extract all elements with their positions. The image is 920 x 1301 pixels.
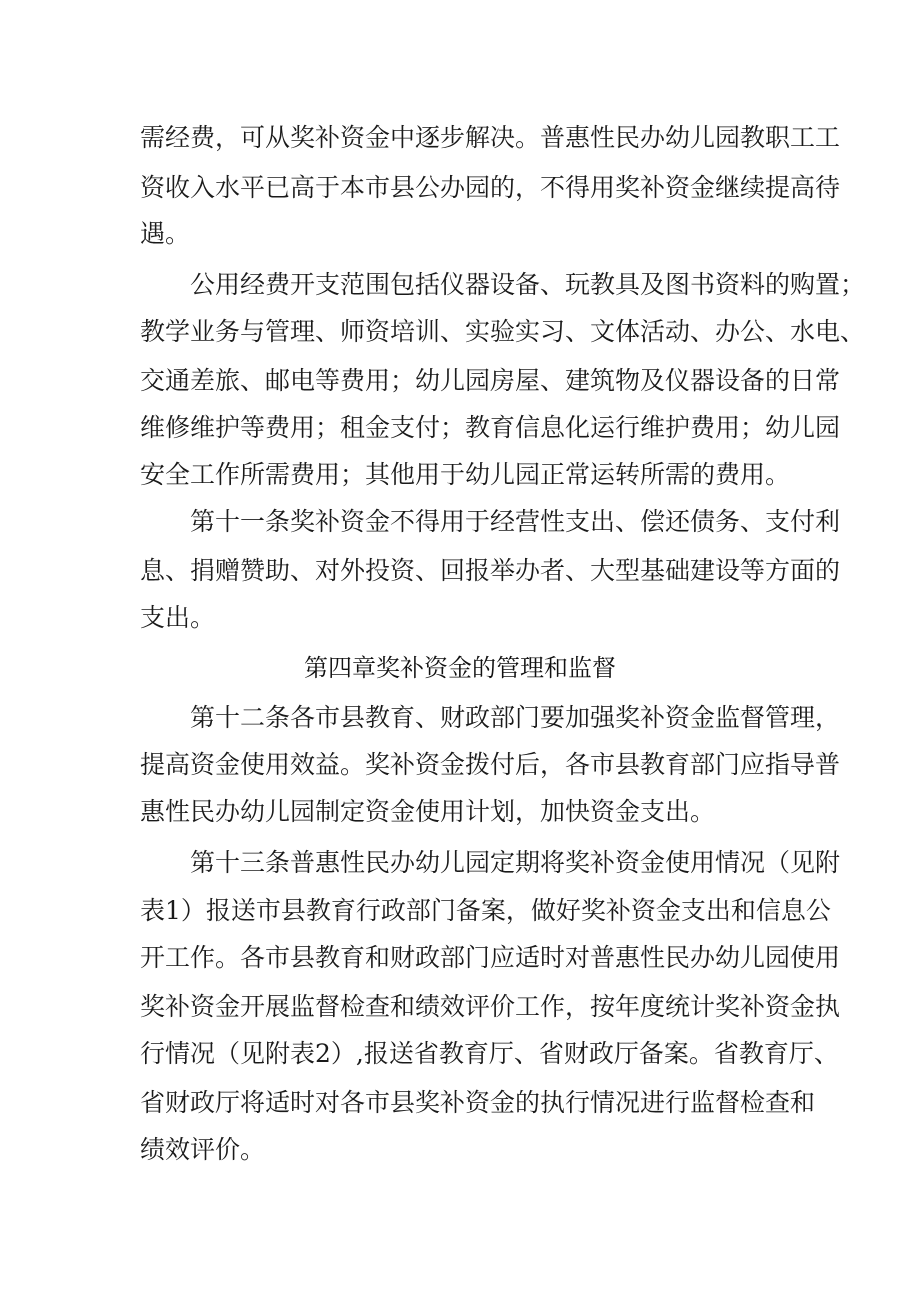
- paragraph-line: 息、捐赠赞助、对外投资、回报举办者、大型基础建设等方面的: [140, 556, 841, 585]
- paragraph-line: 惠性民办幼儿园制定资金使用计划，加快资金支出。: [140, 797, 716, 826]
- paragraph-line: 行情况（见附表2）,报送省教育厅、省财政厅备案。省教育厅、: [140, 1039, 839, 1068]
- paragraph-line: 支出。: [140, 603, 216, 632]
- paragraph-line: 需经费，可从奖补资金中逐步解决。普惠性民办幼儿园教职工工: [140, 123, 841, 152]
- paragraph-line: 奖补资金开展监督检查和绩效评价工作，按年度统计奖补资金执: [140, 992, 841, 1021]
- paragraph-line: 第十二条各市县教育、财政部门要加强奖补资金监督管理，: [190, 703, 841, 732]
- chapter-heading: 第四章奖补资金的管理和监督: [304, 654, 616, 682]
- paragraph-line: 提高资金使用效益。奖补资金拨付后，各市县教育部门应指导普: [140, 750, 841, 779]
- paragraph-line: 维修维护等费用；租金支付；教育信息化运行维护费用；幼儿园: [140, 413, 841, 442]
- paragraph-line: 资收入水平已高于本市县公办园的，不得用奖补资金继续提高待: [140, 173, 841, 202]
- paragraph-line: 表1）报送市县教育行政部门备案，做好奖补资金支出和信息公: [140, 896, 831, 925]
- paragraph-line: 绩效评价。: [140, 1135, 266, 1164]
- paragraph-line: 安全工作所需费用；其他用于幼儿园正常运转所需的费用。: [140, 460, 791, 489]
- paragraph-line: 公用经费开支范围包括仪器设备、玩教具及图书资料的购置；: [190, 270, 866, 299]
- paragraph-line: 省财政厅将适时对各市县奖补资金的执行情况进行监督检查和: [140, 1088, 816, 1117]
- paragraph-line: 交通差旅、邮电等费用；幼儿园房屋、建筑物及仪器设备的日常: [140, 366, 841, 395]
- paragraph-line: 教学业务与管理、师资培训、实验实习、文体活动、办公、水电、: [140, 317, 866, 346]
- paragraph-line: 第十一条奖补资金不得用于经营性支出、偿还债务、支付利: [190, 507, 841, 536]
- paragraph-line: 第十三条普惠性民办幼儿园定期将奖补资金使用情况（见附: [190, 848, 841, 877]
- paragraph-line: 遇。: [140, 219, 191, 248]
- paragraph-line: 开工作。各市县教育和财政部门应适时对普惠性民办幼儿园使用: [140, 943, 841, 972]
